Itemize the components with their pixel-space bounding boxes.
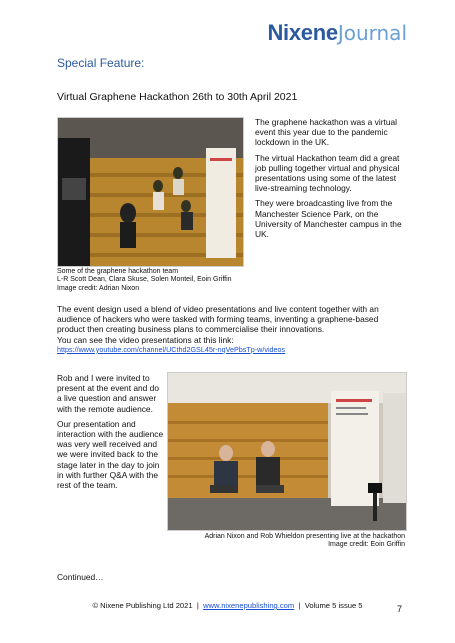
footer-website-link[interactable]: www.nixenepublishing.com bbox=[203, 601, 295, 610]
page-footer bbox=[0, 601, 455, 610]
paragraph-3: They were broadcasting live from the Manchester Science Park, on the University of Manchester campus in the UK. bbox=[255, 198, 402, 240]
footer-copyright: © Nixene Publishing Ltd 2021 bbox=[92, 601, 193, 610]
caption1-line2: L-R Scott Dean, Clara Skuse, Solen Monteil, Eoin Griffin bbox=[57, 276, 232, 284]
presentation-text-column bbox=[57, 373, 165, 495]
section-label: Special Feature: bbox=[57, 56, 145, 70]
logo-bold-text: Nixene bbox=[267, 20, 338, 45]
photo2-caption bbox=[167, 533, 405, 550]
article-title: Virtual Graphene Hackathon 26th to 30th April 2021 bbox=[57, 91, 298, 103]
footer-separator: | bbox=[196, 601, 199, 610]
continued-label: Continued… bbox=[57, 572, 104, 582]
page-number: 7 bbox=[397, 604, 403, 614]
paragraph-4b: You can see the video presentations at this link: bbox=[57, 334, 234, 345]
caption2-line2: Image credit: Eoin Griffin bbox=[328, 541, 405, 549]
event-design-block bbox=[57, 304, 405, 354]
paragraph-2: The virtual Hackathon team did a great job pulling together virtual and physical presentations using some of the latest live-streaming technology. bbox=[255, 152, 400, 194]
photo1-caption bbox=[57, 268, 257, 293]
paragraph-6: Our presentation and interaction with the audience was very well received and we were invited back to the stage later in the day to join in with further Q&A with the rest of the team. bbox=[57, 418, 164, 491]
caption1-line1: Some of the graphene hackathon team bbox=[57, 268, 179, 275]
video-link[interactable]: https://www.youtube.com/channel/UCthd2GSL45r-nqVePbsTp-w/videos bbox=[57, 344, 286, 354]
logo-light-text: Journal bbox=[337, 21, 407, 45]
journal-logo bbox=[267, 22, 407, 44]
intro-text-column bbox=[255, 117, 405, 244]
presenters-photo bbox=[167, 372, 407, 531]
paragraph-5: Rob and I were invited to present at the event and do a live question and answer with the remote audience. bbox=[57, 373, 159, 414]
caption1-line3: Image credit: Adrian Nixon bbox=[57, 284, 140, 292]
paragraph-4: The event design used a blend of video presentations and live content together with an audience of hackers who were tasked with forming teams, inventing a graphene-based product then creating business plans to commercialise their innovations. bbox=[57, 304, 379, 335]
footer-separator: | bbox=[298, 601, 301, 610]
paragraph-1: The graphene hackathon was a virtual event this year due to the pandemic lockdown in the UK. bbox=[255, 117, 397, 148]
hackathon-team-photo bbox=[57, 117, 244, 267]
footer-volume: Volume 5 issue 5 bbox=[304, 601, 363, 610]
caption2-line1: Adrian Nixon and Rob Whieldon presenting live at the hackathon bbox=[204, 533, 405, 540]
